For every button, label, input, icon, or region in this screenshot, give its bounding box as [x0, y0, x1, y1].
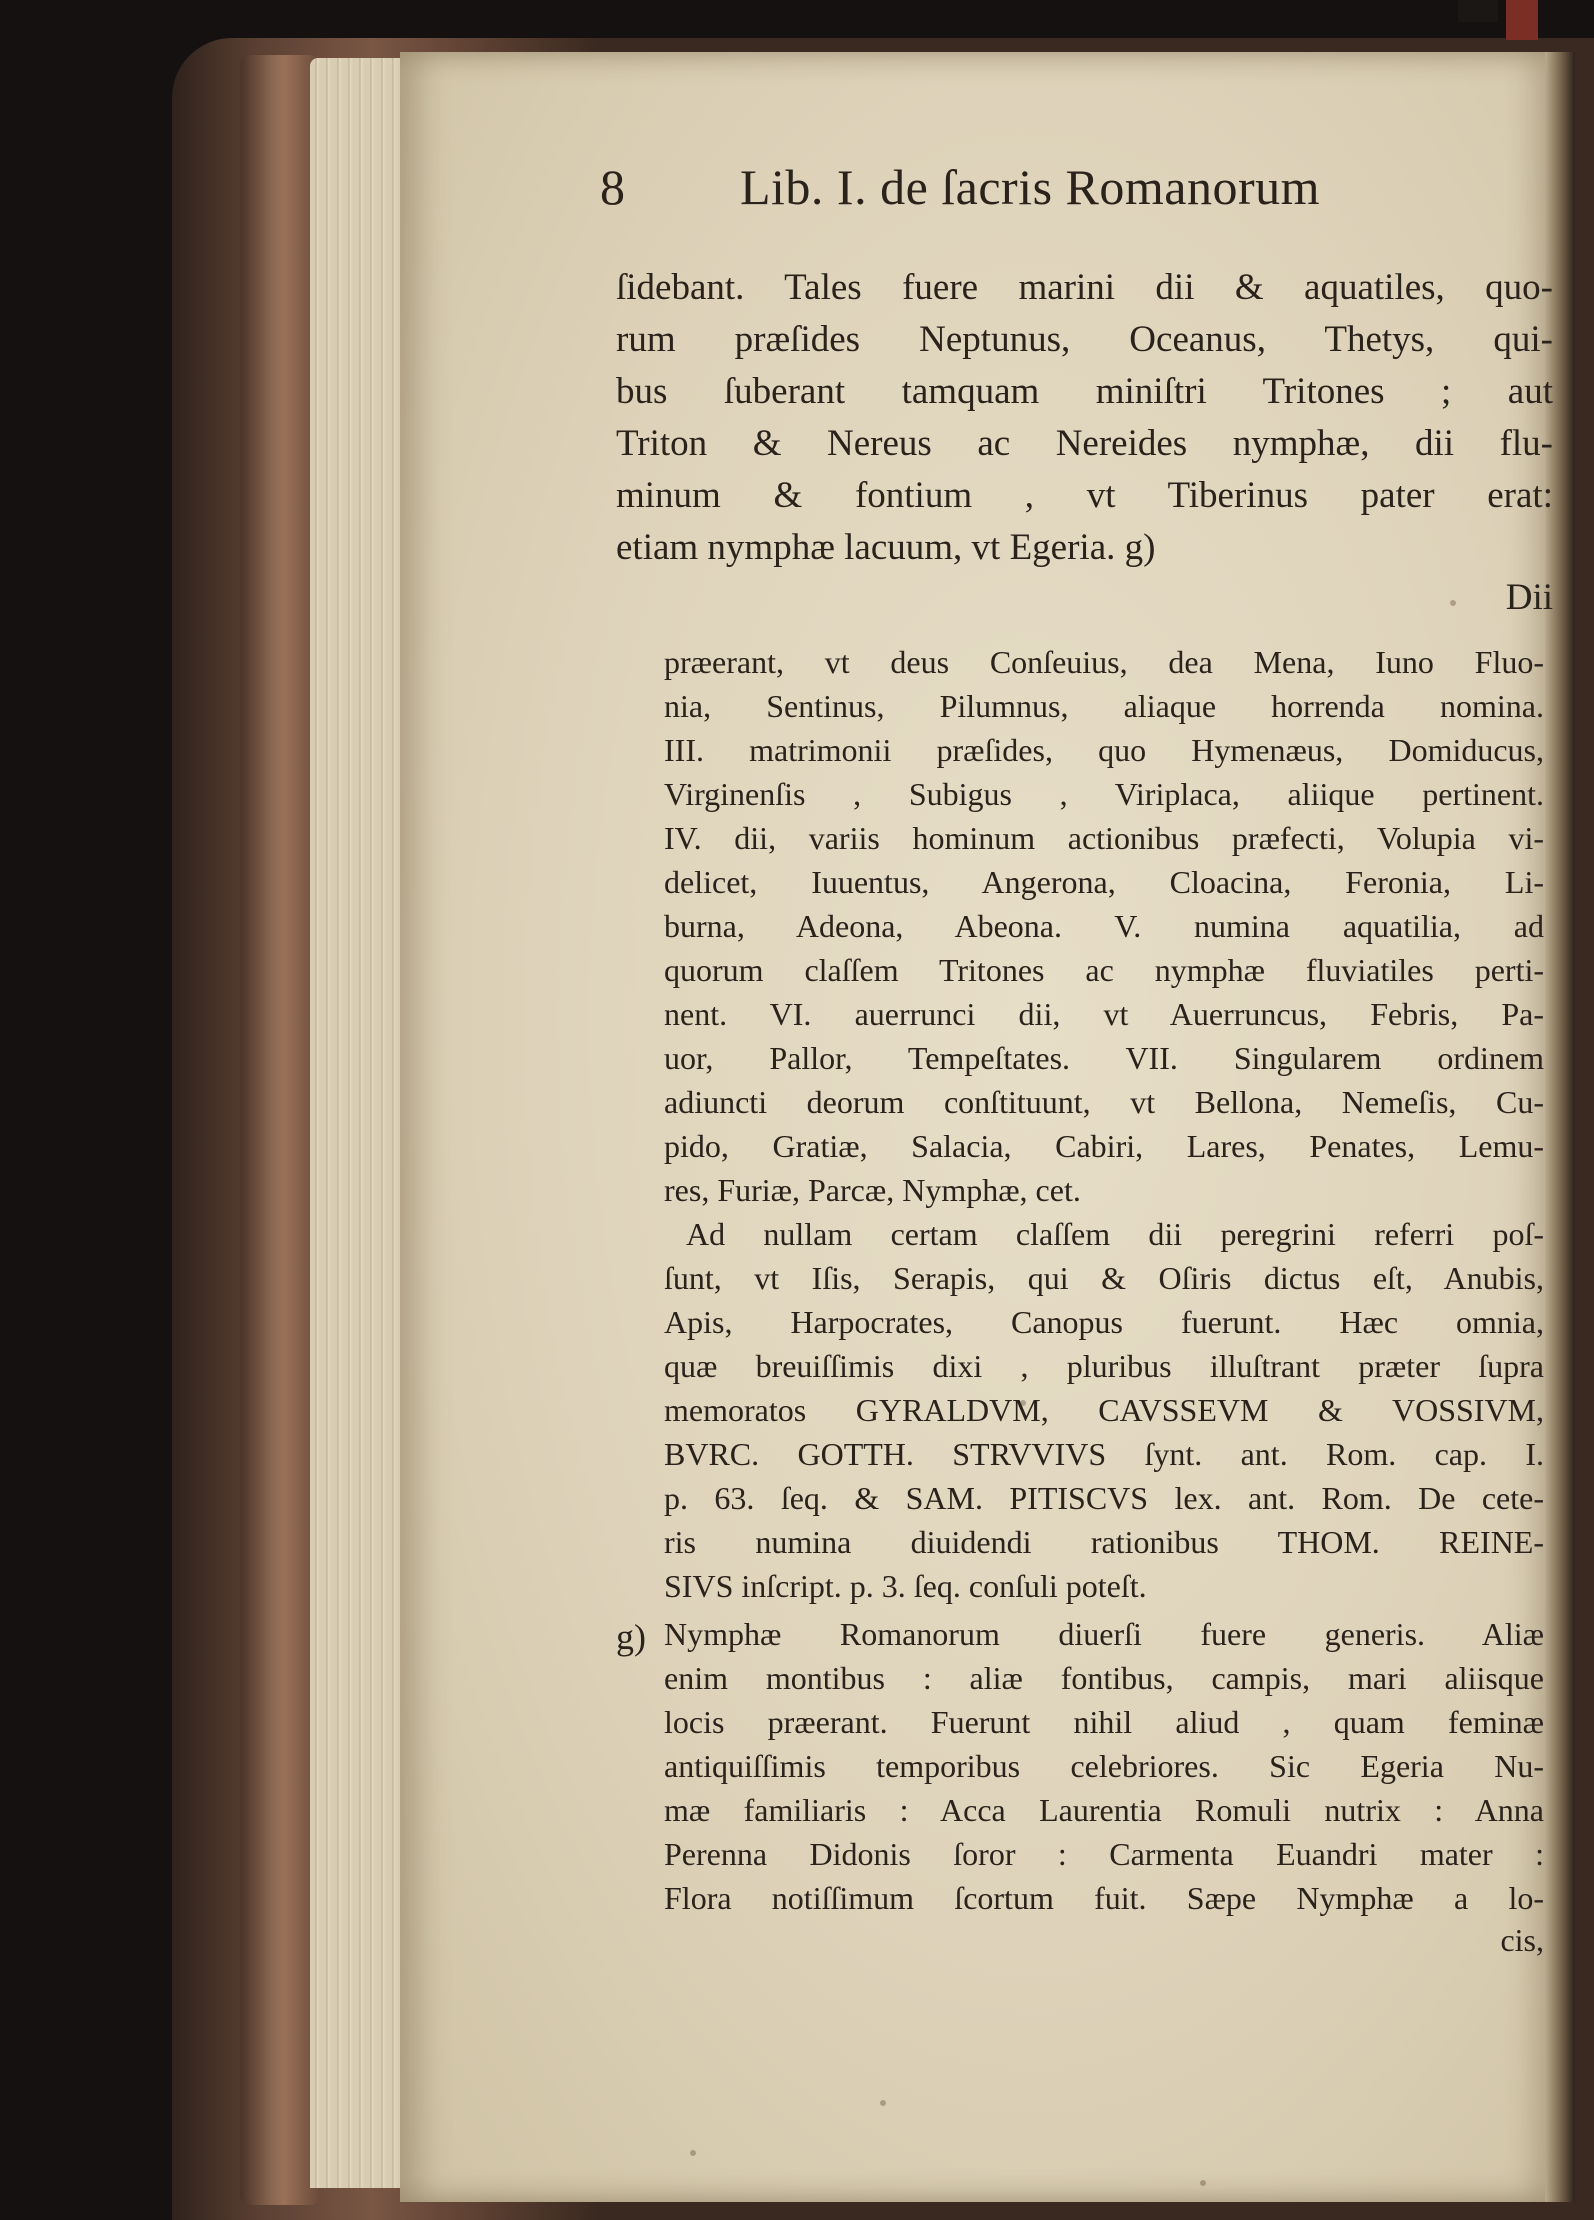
catchword: cis,: [1500, 1922, 1544, 1958]
footnote-g: [616, 0, 1556, 2220]
text-line: etiam nymphæ lacuum, vt Egeria. g): [616, 527, 1156, 568]
note-line: SIVS inſcript. p. 3. ſeq. conſuli poteſt.: [664, 1568, 1147, 1604]
catchword: Dii: [1505, 577, 1553, 618]
text-line: minum & fontium , vt Tiberinus pater erat:: [616, 475, 1553, 516]
note-line: pido, Gratiæ, Salacia, Cabiri, Lares, Penates, Lemu-: [664, 1128, 1544, 1164]
page-number: 8: [600, 159, 625, 215]
note-line: Flora notiſſimum ſcortum fuit. Sæpe Nymphæ a lo-: [664, 1880, 1544, 1916]
note-line: quæ breuiſſimis dixi , pluribus illuſtrant præter ſupra: [664, 1348, 1544, 1384]
note-line: nent. VI. auerrunci dii, vt Auerruncus, Febris, Pa-: [664, 996, 1544, 1032]
text-line: Triton & Nereus ac Nereides nymphæ, dii flu-: [616, 423, 1553, 464]
text-line: ſidebant. Tales fuere marini dii & aquatiles, quo-: [616, 267, 1553, 308]
note-line: Ad nullam certam claſſem dii peregrini referri poſ-: [686, 1216, 1544, 1252]
note-line: ris numina diuidendi rationibus THOM. REINE-: [664, 1524, 1544, 1560]
running-title: Lib. I. de ſacris Romanorum: [740, 159, 1321, 215]
text-line: rum præſides Neptunus, Oceanus, Thetys, qui-: [616, 319, 1553, 360]
text-line: bus ſuberant tamquam miniſtri Tritones ; aut: [616, 371, 1553, 412]
note-line: mæ familiaris : Acca Laurentia Romuli nutrix : Anna: [664, 1792, 1544, 1828]
note-line: delicet, Iuuentus, Angerona, Cloacina, Feronia, Li-: [664, 864, 1544, 900]
note-line: BVRC. GOTTH. STRVVIVS ſynt. ant. Rom. cap. I.: [664, 1436, 1544, 1472]
note-line: p. 63. ſeq. & SAM. PITISCVS lex. ant. Rom. De cete-: [664, 1480, 1544, 1516]
note-line: uor, Pallor, Tempeſtates. VII. Singularem ordinem: [664, 1040, 1544, 1076]
note-line: burna, Adeona, Abeona. V. numina aquatilia, ad: [664, 908, 1544, 944]
note-line: adiuncti deorum conſtituunt, vt Bellona, Nemeſis, Cu-: [664, 1084, 1544, 1120]
note-line: ſunt, vt Iſis, Serapis, qui & Oſiris dictus eſt, Anubis,: [664, 1260, 1544, 1296]
footnote-marker: g): [616, 1617, 646, 1657]
note-line: res, Furiæ, Parcæ, Nymphæ, cet.: [664, 1172, 1081, 1208]
note-line: Nymphæ Romanorum diuerſi fuere generis. Aliæ: [664, 1616, 1544, 1652]
note-line: IV. dii, variis hominum actionibus præfecti, Volupia vi-: [664, 820, 1544, 856]
note-line: Apis, Harpocrates, Canopus fuerunt. Hæc omnia,: [664, 1304, 1544, 1340]
note-line: nia, Sentinus, Pilumnus, aliaque horrenda nomina.: [664, 688, 1544, 724]
note-line: enim montibus : aliæ fontibus, campis, mari aliisque: [664, 1660, 1544, 1696]
note-line: Virginenſis , Subigus , Viriplaca, aliique pertinent.: [664, 776, 1544, 812]
note-line: Perenna Didonis ſoror : Carmenta Euandri mater :: [664, 1836, 1544, 1872]
note-line: præerant, vt deus Conſeuius, dea Mena, Iuno Fluo-: [664, 644, 1544, 680]
note-line: antiquiſſimis temporibus celebriores. Sic Egeria Nu-: [664, 1748, 1544, 1784]
note-line: III. matrimonii præſides, quo Hymenæus, Domiducus,: [664, 732, 1544, 768]
note-line: locis præerant. Fuerunt nihil aliud , quam feminæ: [664, 1704, 1544, 1740]
book-spine: [240, 55, 320, 2205]
note-line: memoratos GYRALDVM, CAVSSEVM & VOSSIVM,: [664, 1392, 1544, 1428]
note-line: quorum claſſem Tritones ac nymphæ fluviatiles perti-: [664, 952, 1544, 988]
